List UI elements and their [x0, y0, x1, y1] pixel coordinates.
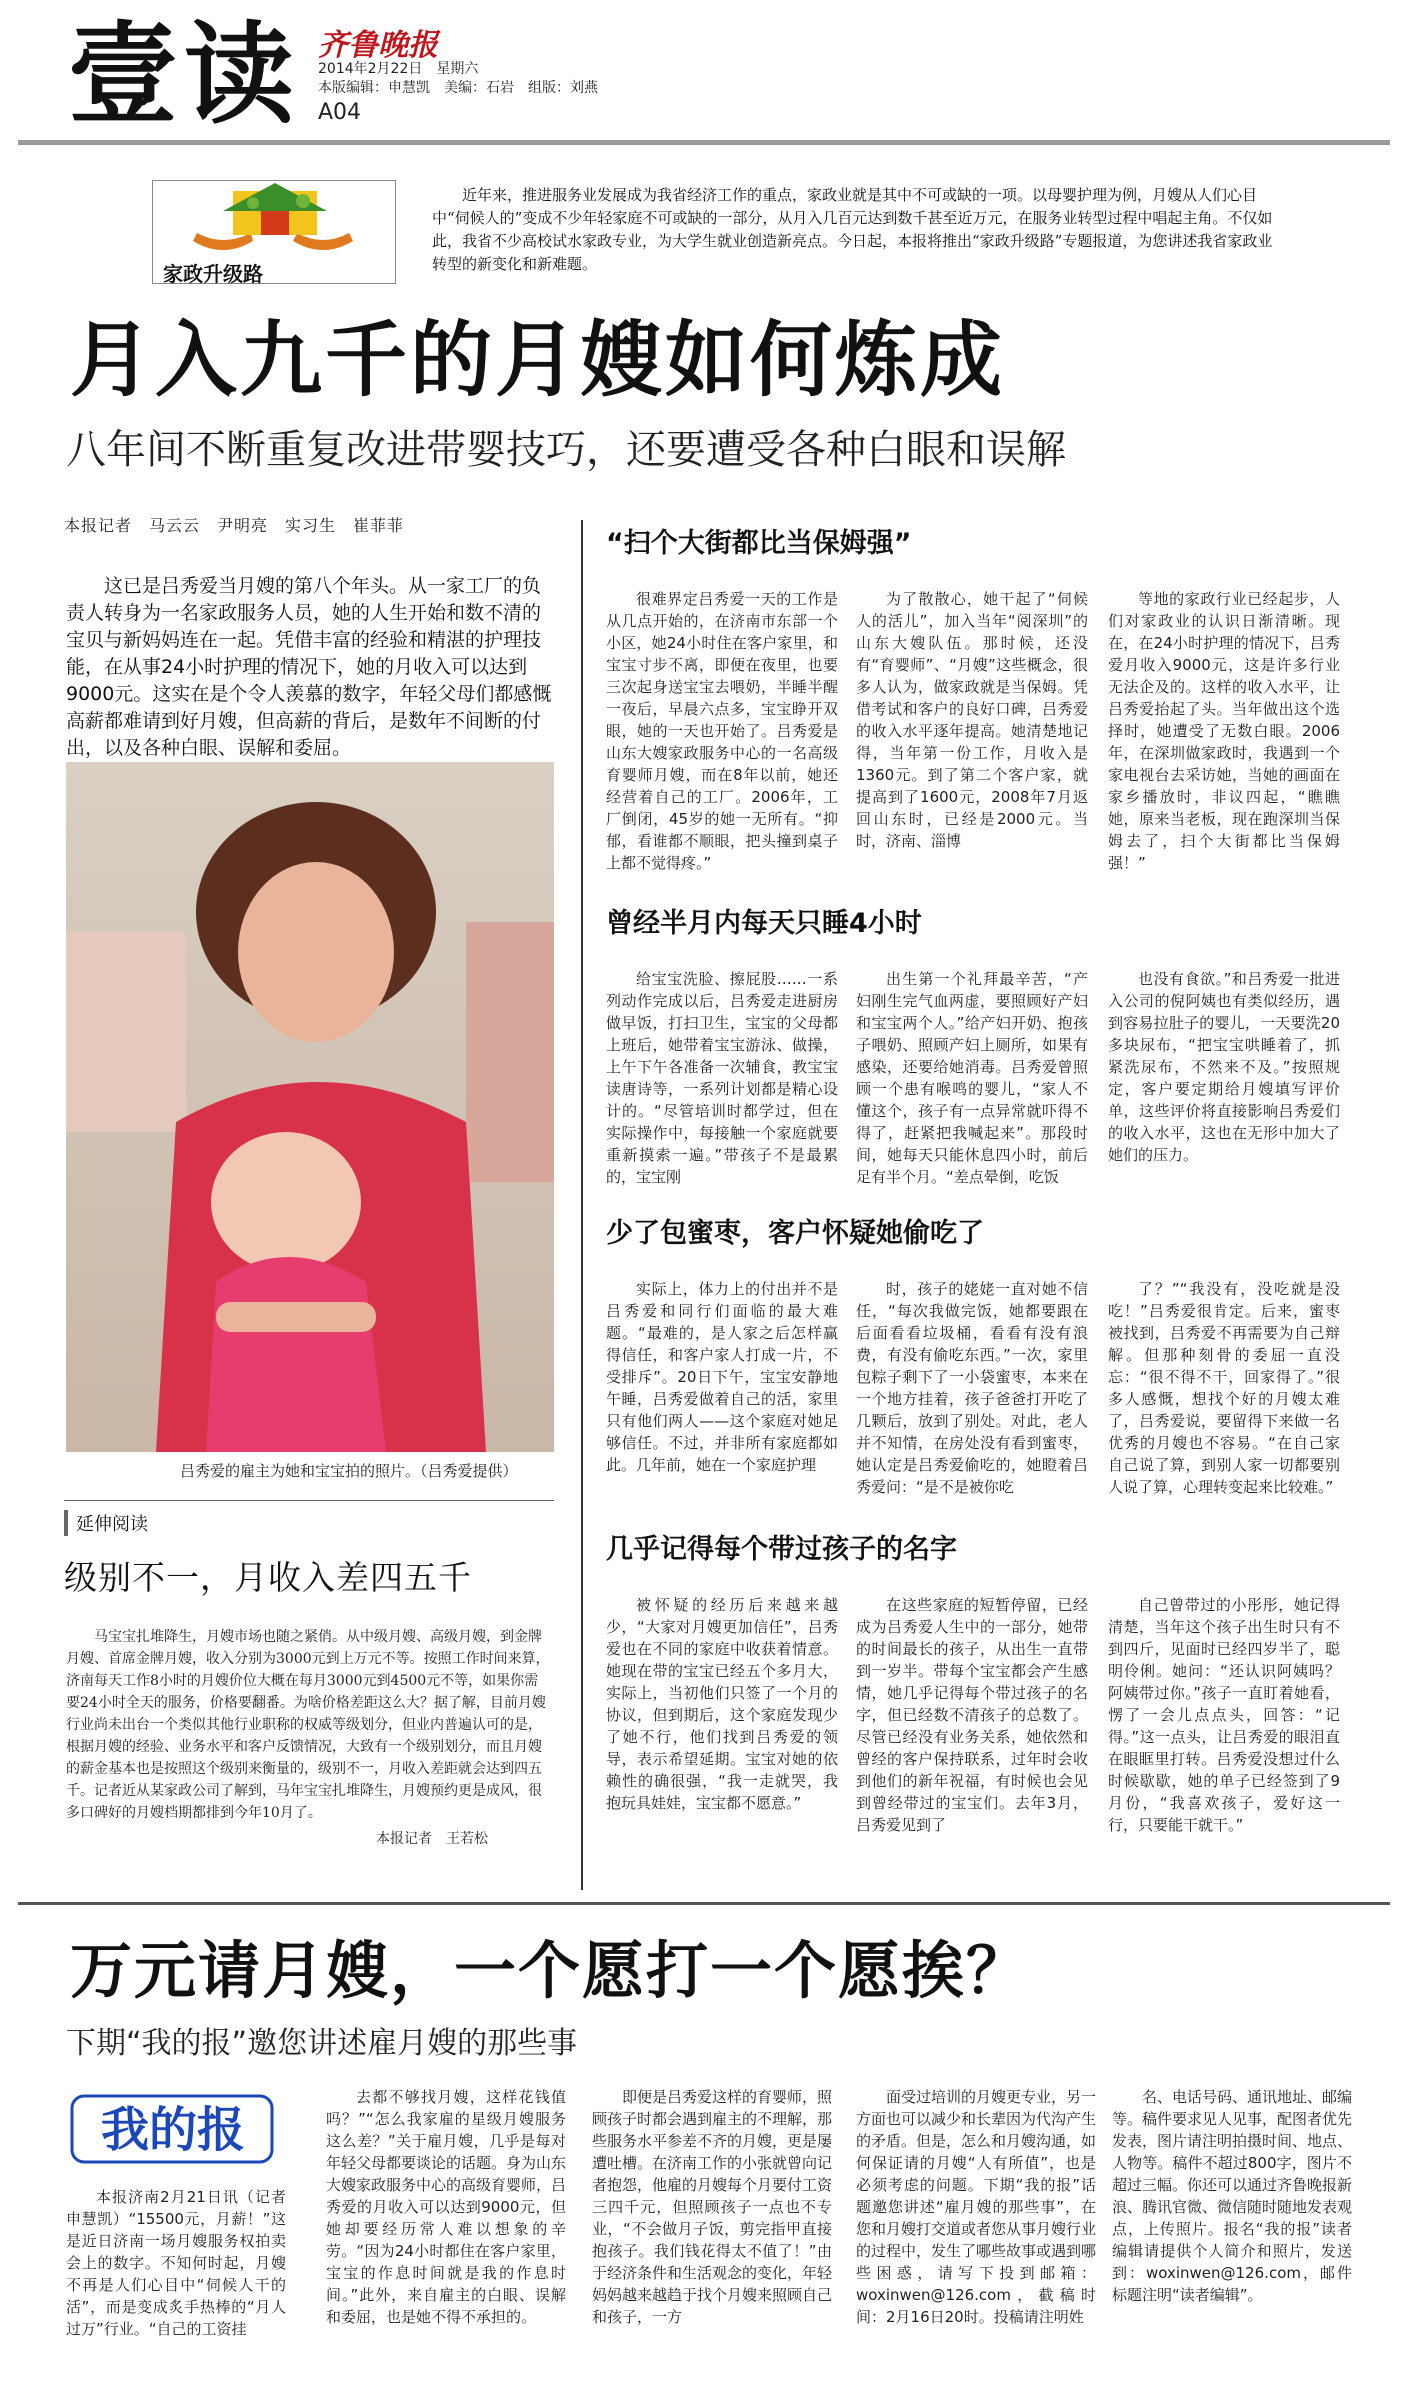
- section-4-col-1: 被怀疑的经历后来越来越少，“大家对月嫂更加信任”，吕秀爱也在不同的家庭中收获着情意。她现在带的宝宝已经五个多月大，实际上，当初他们只签了一个月的协议，但到期后，这个家庭发现少了她不行，他们找到吕秀爱的领导，表示希望延期。宝宝对她的依赖性的确很强，“我一走就哭，我抱玩具娃娃，宝宝都不愿意。”: [606, 1596, 838, 1812]
- section-1-col-1: 很难界定吕秀爱一天的工作是从几点开始的，在济南市东部一个小区，她24小时住在客户家里，和宝宝寸步不离，即便在夜里，也要三次起身送宝宝去喂奶，半睡半醒一夜后，早晨六点多，宝宝睁开双眼，她的一天也开始了。吕秀爱是山东大嫂家政服务中心的一名高级育婴师月嫂，而在8年以前，她还经营着自己的工厂。2006年，工厂倒闭，45岁的她一无所有。“抑郁，看谁都不顺眼，把头撞到桌子上都不觉得疼。”: [606, 590, 838, 872]
- my-newspaper-logo: [68, 2088, 278, 2170]
- section-3-col-2: 时，孩子的姥姥一直对她不信任，“每次我做完饭，她都要跟在后面看看垃圾桶，看看有没有浪费，有没有偷吃东西。”一次，家里包粽子剩下了一小袋蜜枣，本来在一个地方挂着，孩子爸爸打开吃了几颗后，放到了别处。对此，老人并不知情，在房处没有看到蜜枣，她认定是吕秀爱偷吃的，她瞪着吕秀爱问：“是不是被你吃: [856, 1280, 1088, 1496]
- extended-rule: [64, 1500, 554, 1501]
- section-2-col-2: 出生第一个礼拜最辛苦，“产妇刚生完气血两虚，要照顾好产妇和宝宝两个人。”给产妇开奶、抱孩子喂奶、照顾产妇上厕所，如果有感染，还要给她消毒。吕秀爱曾照顾一个患有喉鸣的婴儿，“家人不懂这个，孩子有一点异常就吓得不得了，赶紧把我喊起来”。那段时间，她每天只能休息四小时，前后足有半个月。“差点晕倒，吃饭: [856, 970, 1088, 1186]
- section-1-col-2: 为了散散心，她干起了“伺候人的活儿”，加入当年“阅深圳”的山东大嫂队伍。那时候，还没有“育婴师”、“月嫂”这些概念，很多人认为，做家政就是当保姆。凭借考试和客户的良好口碑，吕秀爱的收入水平逐年提高。她清楚地记得，当年第一份工作，月收入是1360元。到了第二个客户家，就提高到了1600元，2008年7月返回山东时，已经是2000元。当时，济南、淄博: [856, 590, 1088, 850]
- section-3-title: 少了包蜜枣，客户怀疑她偷吃了: [606, 1218, 984, 1249]
- section-2-col-3: 也没有食欲。”和吕秀爱一批进入公司的倪阿姨也有类似经历，遇到容易拉肚子的婴儿，一天要洗20多块尿布，“把宝宝哄睡着了，抓紧洗尿布，不然来不及。”按照规定，客户要定期给月嫂填写评价单，这些评价将直接影响吕秀爱们的收入水平，这也在无形中加大了她们的压力。: [1108, 970, 1340, 1164]
- extended-author: 本报记者 王若松: [376, 1831, 488, 1847]
- section-3-col-3: 了？”“我没有，没吃就是没吃！”吕秀爱很肯定。后来，蜜枣被找到，吕秀爱不再需要为自己辩解。但那种刻骨的委屈一直没忘：“很不得不干，回家得了。”很多人感慨，想找个好的月嫂太难了，吕秀爱说，要留得下来做一名优秀的月嫂也不容易。“在自己家自己说了算，到别人家一切都要别人说了算，心理转变起来比较难。”: [1108, 1280, 1340, 1496]
- next-col-5: 名、电话号码、通讯地址、邮编等。稿件要求见人见事，配图者优先发表，图片请注明拍摄时间、地点、人物等。稿件不超过800字，图片不超过三幅。你还可以通过齐鲁晚报新浪、腾讯官微、微信随时随地发表观点，上传照片。报名“我的报”读者编辑请提供个人简介和照片，发送到：woxinwen@126.com，邮件标题注明“读者编辑”。: [1112, 2088, 1353, 2304]
- bottom-section-rule: [18, 1902, 1390, 1905]
- my-newspaper-logo-art: [68, 2088, 278, 2170]
- extended-body: 马宝宝扎堆降生，月嫂市场也随之紧俏。从中级月嫂、高级月嫂，到金牌月嫂、首席金牌月嫂，收入分别为3000元到上万元不等。按照工作时间来算，济南每天工作8小时的月嫂价位大概在每月3000元到4500元不等，如果你需要24小时全天的服务，价格要翻番。为啥价格差距这么大？据了解，目前月嫂行业尚未出台一个类似其他行业职称的权威等级划分，但业内普遍认可的是，根据月嫂的经验、业务水平和客户反馈情况，大致有一个级别划分，而且月嫂的薪金基本也是按照这个级别来衡量的，级别不一，月收入差距就会达到四五千。记者近从某家政公司了解到，马年宝宝扎堆降生，月嫂预约更是成风，很多口碑好的月嫂档期都排到今年10月了。: [66, 1629, 550, 1821]
- next-col-4: 面受过培训的月嫂更专业，另一方面也可以减少和长辈因为代沟产生的矛盾。但是，怎么和月嫂沟通，如何保证请的月嫂“人有所值”，也是必须考虑的问题。下期“我的报”话题邀您讲述“雇月嫂的那些事”，在您和月嫂打交道或者您从事月嫂行业的过程中，发生了哪些故事或遇到哪些困惑，请写下投到邮箱：woxinwen@126.com，截稿时间：2月16日20时。投稿请注明姓: [856, 2088, 1097, 2326]
- article-subhead: 八年间不断重复改进带婴技巧，还要遭受各种白眼和误解: [66, 427, 1066, 473]
- section-4-col-3: 自己曾带过的小彤彤，她记得清楚，当年这个孩子出生时只有不到四斤，见面时已经四岁半了，聪明伶俐。她问：“还认识阿姨吗？阿姨带过你。”孩子一直盯着她看，愣了一会儿点点头，回答：“记得。”这一点头，让吕秀爱的眼泪直在眼眶里打转。吕秀爱没想过什么时候歇歇，她的单子已经签到了9月份，“我喜欢孩子，爱好这一行，只要能干就干。”: [1108, 1596, 1340, 1834]
- photo-caption: 吕秀爱的雇主为她和宝宝拍的照片。（吕秀爱提供）: [180, 1462, 518, 1480]
- issue-date: 2014年2月22日 星期六: [318, 61, 479, 77]
- article-lead: 这已是吕秀爱当月嫂的第八个年头。从一家工厂的负责人转身为一名家政服务人员，她的人生开始和数不清的宝贝与新妈妈连在一起。凭借丰富的经验和精湛的护理技能，在从事24小时护理的情况下，她的月收入可以达到9000元。这实在是个令人羡慕的数字，年轻父母们都感慨高薪都难请到好月嫂，但高薪的背后，是数年不间断的付出，以及各种白眼、误解和委屈。: [66, 575, 552, 759]
- extended-headline: 级别不一，月收入差四五千: [64, 1558, 472, 1597]
- section-4-title: 几乎记得每个带过孩子的名字: [606, 1534, 957, 1565]
- section-4-col-2: 在这些家庭的短暂停留，已经成为吕秀爱人生中的一部分，她带的时间最长的孩子，从出生一直带到一岁半。带每个宝宝都会产生感情，她几乎记得每个带过孩子的名字，但已经数不清孩子的总数了。尽管已经没有业务关系，她依然和曾经的客户保持联系，过年时会收到他们的新年祝福，有时候也会见到曾经带过的宝宝们。去年3月，吕秀爱见到了: [856, 1596, 1088, 1834]
- series-logo-label: 家政升级路: [163, 262, 263, 286]
- section-title: 壹读: [68, 10, 300, 139]
- house-hands-icon: [153, 181, 397, 261]
- extended-reading-tag: 延伸阅读: [64, 1510, 148, 1536]
- section-2-title: 曾经半月内每天只睡4小时: [606, 908, 922, 939]
- next-col-1: 本报济南2月21日讯（记者 申慧凯）“15500元，月薪！”这是近日济南一场月嫂服务权拍卖会上的数字。不知何时起，月嫂不再是人们心目中“伺候人干的活”，而是变成炙手热棒的“月人过万”行业。“自己的工资挂: [66, 2188, 302, 2338]
- editor-credits: 本版编辑：申慧凯 美编：石岩 组版：刘燕: [318, 80, 598, 96]
- article-headline: 月入九千的月嫂如何炼成: [70, 313, 1006, 408]
- section-1-title: “扫个大街都比当保姆强”: [606, 528, 912, 559]
- section-1-col-3: 等地的家政行业已经起步，人们对家政业的认识日渐清晰。现在，在24小时护理的情况下，吕秀爱月收入9000元，这是许多行业无法企及的。这样的收入水平，让吕秀爱抬起了头。当年做出这个选择时，她遭受了无数白眼。2006年，在深圳做家政时，我遇到一个家电视台去采访她，当她的画面在家乡播放时，非议四起，“瞧瞧她，原来当老板，现在跑深圳当保姆去了，扫个大街都比当保姆强！”: [1108, 590, 1340, 872]
- masthead-rule: [18, 140, 1390, 145]
- series-intro: 近年来，推进服务业发展成为我省经济工作的重点，家政业就是其中不可或缺的一项。以母婴护理为例，月嫂从人们心目中“伺候人的”变成不少年轻家庭不可或缺的一部分，从月入几百元达到数千甚至近万元，在服务业转型过程中唱起主角。不仅如此，我省不少高校试水家政专业，为大学生就业创造新亮点。今日起，本报将推出“家政升级路”专题报道，为您讲述我省家政业转型的新变化和新难题。: [432, 186, 1273, 273]
- woman-with-baby-photo: [66, 762, 554, 1452]
- page-number: A04: [318, 100, 362, 125]
- next-col-2: 去都不够找月嫂，这样花钱值吗？”“怎么我家雇的星级月嫂服务这么差？”关于雇月嫂，几乎是每对年轻父母都要谈论的话题。身为山东大嫂家政服务中心的高级育婴师，吕秀爱的月收入可以达到9000元，但她却要经历常人难以想象的辛劳。“因为24小时都住在客户家里，宝宝的作息时间就是我的作息时间。”此外，来自雇主的白眼、误解和委屈，也是她不得不承担的。: [326, 2088, 567, 2326]
- article-photo: [66, 762, 554, 1452]
- section-3-col-1: 实际上，体力上的付出并不是吕秀爱和同行们面临的最大难题。“最难的，是人家之后怎样赢得信任，和客户家人打成一片，不受排斥”。20日下午，宝宝安静地午睡，吕秀爱做着自己的活，家里只有他们两人——这个家庭对她足够信任。不过，并非所有家庭都如此。几年前，她在一个家庭护理: [606, 1280, 838, 1474]
- column-divider: [581, 520, 583, 1890]
- next-subhead: 下期“我的报”邀您讲述雇月嫂的那些事: [66, 2026, 578, 2061]
- article-byline: 本报记者 马云云 尹明亮 实习生 崔菲菲: [64, 516, 405, 535]
- newspaper-brand: 齐鲁晚报: [318, 28, 438, 63]
- next-col-3: 即便是吕秀爱这样的育婴师，照顾孩子时都会遇到雇主的不理解，那些服务水平参差不齐的月嫂，更是屡遭吐槽。在济南工作的小张就曾向记者抱怨，他雇的月嫂每个月要付工资三四千元，但照顾孩子一点也不专业，“不会做月子饭，剪完指甲直接抱孩子。我们钱花得太不值了！”由于经济条件和生活观念的变化，年轻妈妈越来越趋于找个月嫂来照顾自己和孩子，一方: [592, 2088, 833, 2326]
- next-headline: 万元请月嫂，一个愿打一个愿挨？: [70, 1934, 1031, 2007]
- my-newspaper-logo-text: 我的报: [100, 2102, 246, 2158]
- section-2-col-1: 给宝宝洗脸、擦屁股……一系列动作完成以后，吕秀爱走进厨房做早饭，打扫卫生，宝宝的父母都上班后，她带着宝宝游泳、做操，上午下午各准备一次辅食，教宝宝读唐诗等，一系列计划都是精心设计的。“尽管培训时都学过，但在实际操作中，每接触一个家庭就要重新摸索一遍。”带孩子不是最累的，宝宝刚: [606, 970, 838, 1186]
